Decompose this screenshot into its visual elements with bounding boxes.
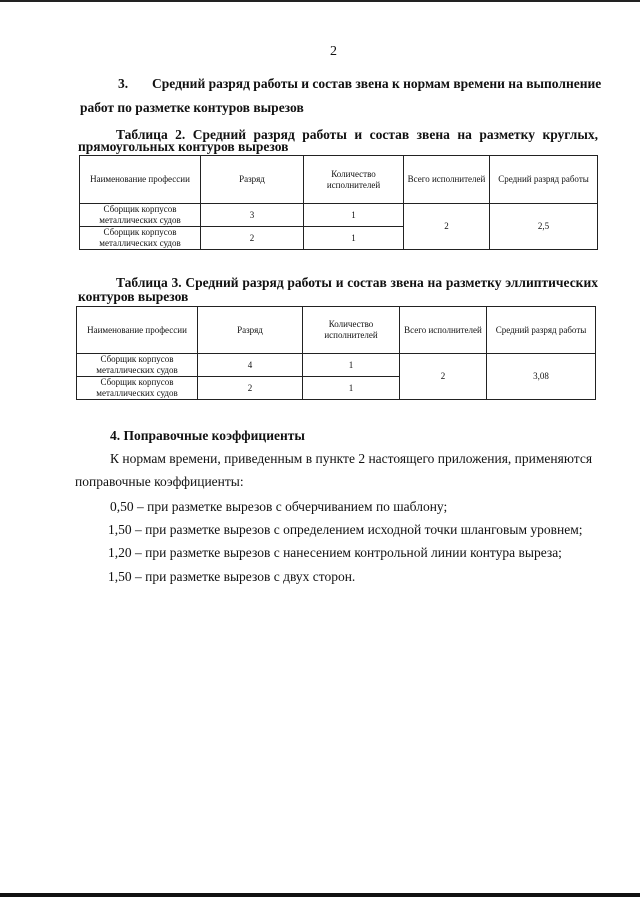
coefficient-item: 1,50 – при разметке вырезов с определением исходной точки шланговым уровнем;: [108, 522, 583, 537]
table3-header-row: [77, 307, 596, 354]
table3-row2-count: 1: [303, 377, 400, 400]
table3-header-count: Количество исполнителей: [303, 307, 400, 354]
table3-row2-profession: Сборщик корпусов металлических судов: [77, 377, 198, 400]
section3-title-line1: Средний разряд работы и состав звена к нормам времени на выполнение: [152, 76, 602, 91]
table2-average: 2,5: [490, 204, 598, 250]
coefficient-item: 0,50 – при разметке вырезов с обчерчиванием по шаблону;: [110, 499, 448, 514]
section3-number: 3.: [118, 76, 129, 91]
table3-header-average: Средний разряд работы: [487, 307, 596, 354]
section4-title: 4. Поправочные коэффициенты: [110, 428, 305, 443]
table3-average: 3,08: [487, 354, 596, 400]
table2-header-row: [80, 156, 598, 204]
scan-bottom-edge: [0, 893, 640, 897]
table2-header-total: Всего исполнителей: [404, 156, 490, 204]
table-row: [80, 204, 598, 227]
coefficient-item: 1,50 – при разметке вырезов с двух сторон.: [108, 569, 356, 584]
table2-total: 2: [404, 204, 490, 250]
page-number: 2: [330, 44, 337, 59]
table2-row1-grade: 3: [201, 204, 304, 227]
section4-paragraph-line1: К нормам времени, приведенным в пункте 2 настоящего приложения, применяются: [110, 451, 593, 466]
table3-header-profession: Наименование профессии: [77, 307, 198, 354]
table-row: [77, 354, 596, 377]
table2-row1-profession: Сборщик корпусов металлических судов: [80, 204, 201, 227]
table3-row1-grade: 4: [198, 354, 303, 377]
table2-header-profession: Наименование профессии: [80, 156, 201, 204]
table2-header-grade: Разряд: [201, 156, 304, 204]
table2-row2-profession: Сборщик корпусов металлических судов: [80, 227, 201, 250]
table3-caption-line2: контуров вырезов: [78, 289, 189, 304]
table3-caption-line1: Таблица 3. Средний разряд работы и состав звена на разметку эллиптических: [116, 275, 598, 290]
table3-header-total: Всего исполнителей: [400, 307, 487, 354]
table2-caption-line2: прямоугольных контуров вырезов: [78, 139, 289, 154]
table3-row1-count: 1: [303, 354, 400, 377]
coefficient-item: 1,20 – при разметке вырезов с нанесением контрольной линии контура выреза;: [108, 545, 562, 560]
table3: [76, 306, 596, 400]
table2-header-count: Количество исполнителей: [304, 156, 404, 204]
table2-row2-count: 1: [304, 227, 404, 250]
section4-paragraph-line2: поправочные коэффициенты:: [75, 474, 244, 489]
table2-row2-grade: 2: [201, 227, 304, 250]
table2-header-average: Средний разряд работы: [490, 156, 598, 204]
table2-row1-count: 1: [304, 204, 404, 227]
table3-total: 2: [400, 354, 487, 400]
table3-row2-grade: 2: [198, 377, 303, 400]
scan-top-edge: [0, 0, 640, 2]
table3-row1-profession: Сборщик корпусов металлических судов: [77, 354, 198, 377]
table2-caption-line1: Таблица 2. Средний разряд работы и состав звена на разметку круглых,: [116, 127, 598, 142]
section3-title-line2: работ по разметке контуров вырезов: [80, 100, 304, 115]
table2: [79, 155, 598, 250]
table3-header-grade: Разряд: [198, 307, 303, 354]
